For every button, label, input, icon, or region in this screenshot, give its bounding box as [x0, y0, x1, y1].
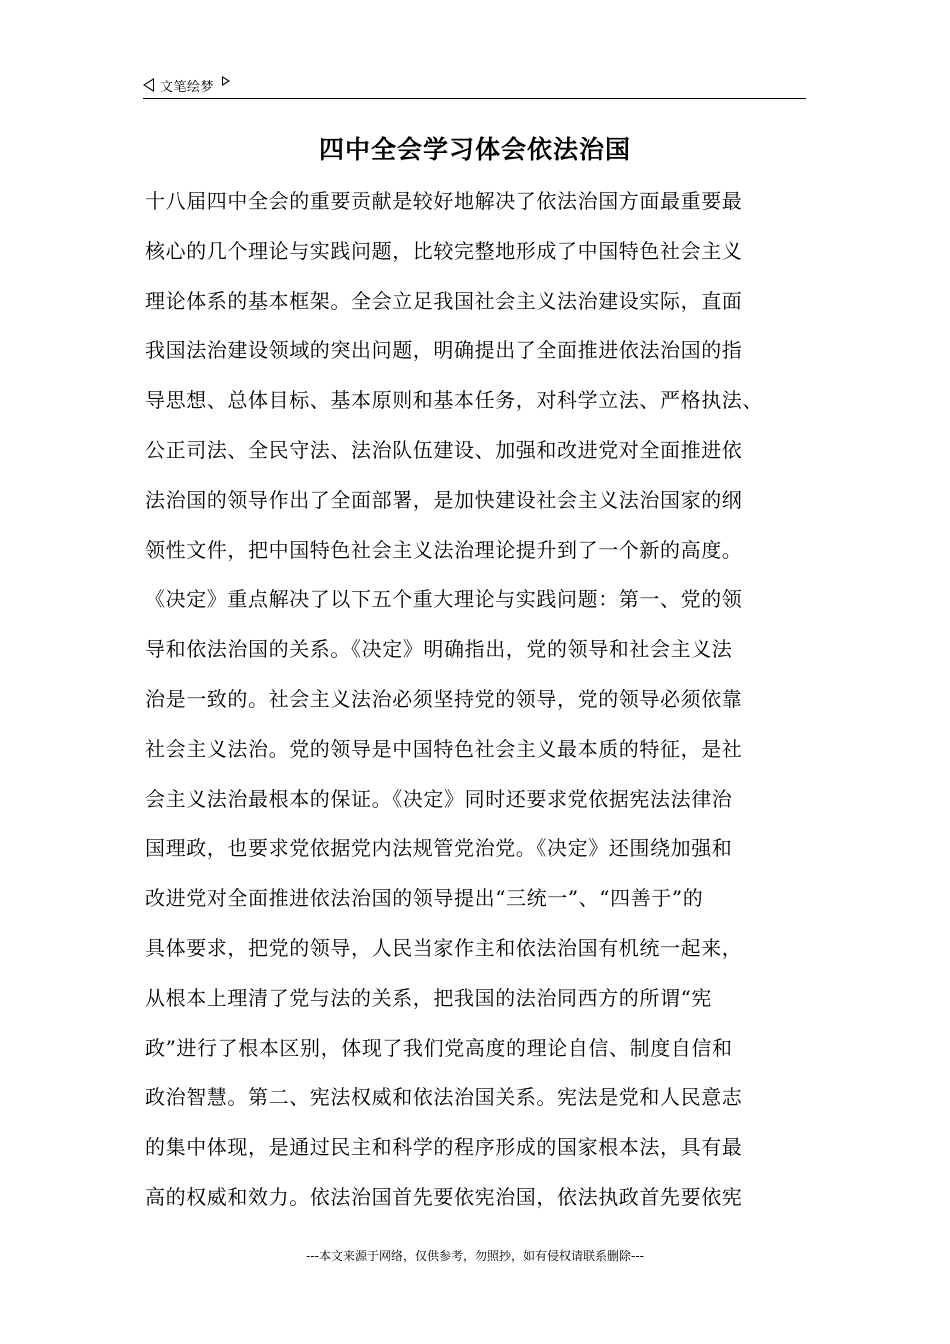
page-footer: ---本文来源于网络，仅供参考，勿照抄，如有侵权请联系删除---: [306, 1249, 644, 1263]
document-title: 四中全会学习体会依法治国: [318, 135, 631, 164]
page-header: [143, 72, 806, 99]
body-line: 领性文件，把中国特色社会主义法治理论提升到了一个新的高度。: [145, 537, 743, 562]
body-line: 导和依法治国的关系。《决定》明确指出，党的领导和社会主义法: [145, 637, 733, 662]
body-line: 具体要求，把党的领导，人民当家作主和依法治国有机统一起来，: [145, 935, 743, 960]
document-body: [145, 181, 815, 1227]
body-line: 改进党对全面推进依法治国的领导提出“三统一”、“四善于”的: [145, 886, 704, 911]
body-line: 社会主义法治。党的领导是中国特色社会主义最本质的特征，是社: [145, 736, 743, 761]
triangle-left-icon: [143, 78, 154, 92]
body-line: 理论体系的基本框架。全会立足我国社会主义法治建设实际，直面: [145, 288, 743, 313]
body-line: 治是一致的。社会主义法治必须坚持党的领导，党的领导必须依靠: [145, 686, 743, 711]
body-line: 的集中体现，是通过民主和科学的程序形成的国家根本法，具有最: [145, 1135, 743, 1160]
body-line: 《决定》重点解决了以下五个重大理论与实践问题：第一、党的领: [145, 587, 743, 612]
body-line: 导思想、总体目标、基本原则和基本任务，对科学立法、严格执法、: [145, 388, 763, 413]
body-line: 我国法治建设领域的突出问题，明确提出了全面推进依法治国的指: [145, 338, 743, 363]
body-line: 会主义法治最根本的保证。《决定》同时还要求党依据宪法法律治: [145, 786, 733, 811]
body-line: 法治国的领导作出了全面部署，是加快建设社会主义法治国家的纲: [145, 487, 743, 512]
body-line: 核心的几个理论与实践问题，比较完整地形成了中国特色社会主义: [145, 238, 743, 263]
body-line: 从根本上理清了党与法的关系，把我国的法治同西方的所谓“宪: [145, 985, 713, 1010]
body-line: 高的权威和效力。依法治国首先要依宪治国，依法执政首先要依宪: [145, 1184, 743, 1209]
body-line: 政治智慧。第二、宪法权威和依法治国关系。宪法是党和人民意志: [145, 1085, 743, 1110]
body-line: 政”进行了根本区别，体现了我们党高度的理论自信、制度自信和: [145, 1035, 733, 1060]
body-line: 十八届四中全会的重要贡献是较好地解决了依法治国方面最重要最: [145, 189, 743, 213]
body-line: 公正司法、全民守法、法治队伍建设、加强和改进党对全面推进依: [145, 437, 743, 462]
body-line: 国理政，也要求党依据党内法规管党治党。《决定》还围绕加强和: [145, 836, 733, 861]
triangle-right-icon: [222, 76, 230, 86]
header-brand: 文笔绘梦: [160, 79, 215, 95]
